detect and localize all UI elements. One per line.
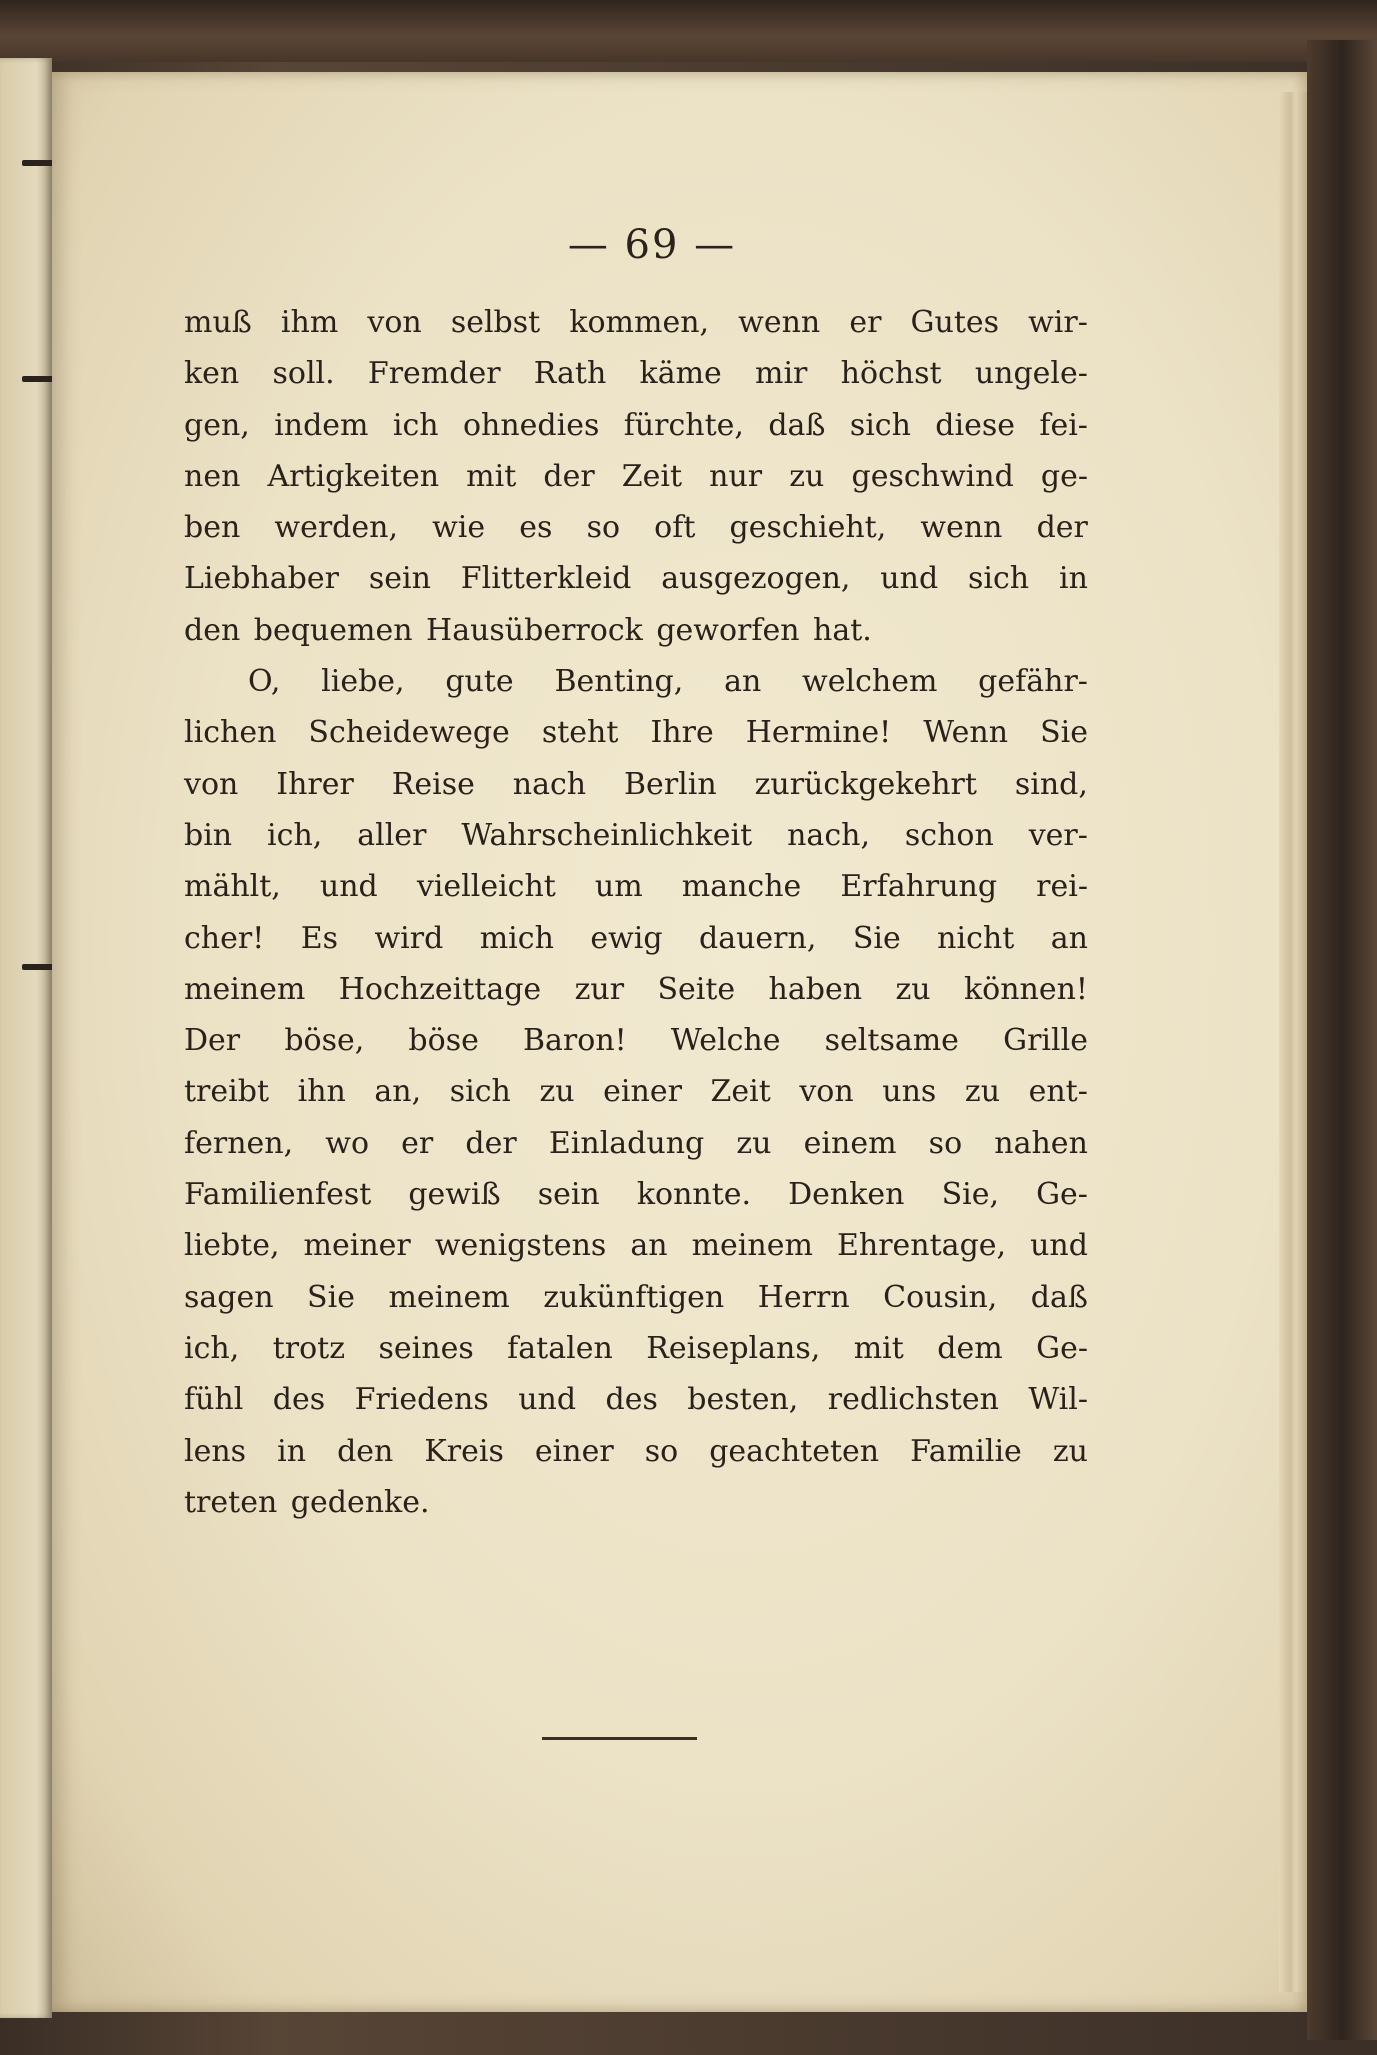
word: nur — [709, 458, 763, 494]
word: Wenn — [923, 715, 1009, 751]
word: er — [849, 305, 882, 340]
word: soll. — [272, 356, 335, 392]
word: Kreis — [424, 1433, 504, 1469]
word: zukünftigen — [543, 1279, 725, 1315]
word: Berlin — [624, 766, 717, 802]
word: liebte, — [184, 1228, 280, 1264]
word: Zeit — [710, 1074, 771, 1110]
word: wo — [325, 1125, 370, 1161]
word: trotz — [272, 1330, 346, 1366]
word: ich — [392, 407, 439, 443]
word: und — [880, 561, 939, 597]
word: mir — [755, 356, 808, 392]
word: höchst — [840, 356, 942, 392]
word: geschieht, — [729, 510, 887, 546]
word: Baron! — [523, 1023, 627, 1059]
word: Herrn — [757, 1279, 850, 1315]
word: mich — [479, 920, 554, 956]
word: sein — [537, 1177, 600, 1213]
word: bequemen — [253, 612, 413, 648]
word: daß — [768, 407, 826, 443]
word: manche — [681, 869, 802, 905]
word: Artigkeiten — [267, 458, 440, 494]
word: Familienfest — [184, 1177, 372, 1213]
word: gute — [445, 664, 514, 700]
word: Ehrentage, — [836, 1228, 1007, 1264]
word: an — [1050, 920, 1088, 956]
word: Sie, — [941, 1177, 1000, 1213]
word: können! — [963, 971, 1088, 1007]
word: liebe, — [321, 664, 405, 700]
word: so — [928, 1125, 963, 1161]
word: zurückgekehrt — [754, 766, 977, 802]
book-cover-top — [0, 0, 1377, 62]
word: ent- — [1028, 1074, 1088, 1110]
word: und — [1030, 1228, 1088, 1264]
word: muß — [184, 305, 252, 340]
text-line — [184, 861, 1088, 912]
word: sich — [849, 407, 911, 443]
word: käme — [639, 356, 722, 392]
word: Ihrer — [276, 766, 354, 802]
book-spine-right — [1307, 40, 1377, 2040]
word: zu — [1052, 1433, 1088, 1469]
word: rei- — [1036, 869, 1088, 905]
word: Einladung — [548, 1125, 705, 1161]
word: geschwind — [851, 458, 1014, 494]
word: Rath — [533, 356, 607, 392]
text-line — [184, 1169, 1088, 1220]
word: Fremder — [367, 356, 501, 392]
word: fernen, — [184, 1125, 294, 1161]
word: welchem — [802, 664, 938, 700]
word: meinem — [184, 971, 306, 1007]
word: der — [543, 458, 595, 494]
word: kommen, — [569, 305, 710, 340]
word: seltsame — [824, 1023, 959, 1059]
word: sich — [449, 1074, 511, 1110]
word: mit — [466, 458, 517, 494]
word: daß — [1030, 1279, 1088, 1315]
text-line — [184, 656, 1088, 707]
word: wird — [374, 920, 444, 956]
word: fürchte, — [623, 407, 744, 443]
word: indem — [274, 407, 369, 443]
word: Seite — [657, 971, 736, 1007]
word: geworfen — [656, 612, 800, 648]
word: wenigstens — [434, 1228, 607, 1264]
word: meiner — [303, 1228, 411, 1264]
word: wie — [432, 510, 486, 546]
word: Liebhaber — [184, 561, 339, 597]
text-line — [184, 1426, 1088, 1477]
word: zu — [895, 971, 931, 1007]
section-end-rule — [542, 1737, 697, 1740]
word: ich, — [267, 817, 323, 853]
word: ge- — [1040, 458, 1088, 494]
word: Friedens — [354, 1382, 489, 1418]
text-line — [184, 810, 1088, 861]
word: einer — [603, 1074, 682, 1110]
word: Wahrscheinlichkeit — [461, 817, 753, 853]
word: er — [401, 1125, 434, 1161]
text-line — [184, 1272, 1088, 1323]
word: nach, — [787, 817, 870, 853]
word: Sie — [1040, 715, 1088, 751]
word: konnte. — [636, 1177, 752, 1213]
word: lichen — [184, 715, 277, 751]
word: Familie — [910, 1433, 1022, 1469]
word: hat. — [813, 612, 872, 648]
word: mählt, — [184, 869, 281, 905]
word: so — [586, 510, 621, 546]
word: ich, — [184, 1330, 240, 1366]
word: lens — [184, 1433, 247, 1469]
word: Zeit — [621, 458, 683, 494]
facing-page-edge — [0, 58, 52, 2018]
text-line — [184, 605, 1088, 656]
word: ewig — [590, 920, 663, 956]
word: Cousin, — [883, 1279, 998, 1315]
text-line — [184, 297, 1088, 348]
word: dauern, — [699, 920, 817, 956]
word: von — [367, 305, 422, 340]
word: wenn — [738, 305, 821, 340]
text-line — [184, 964, 1088, 1015]
word: an — [724, 664, 762, 700]
word: böse — [408, 1023, 479, 1059]
word: diese — [935, 407, 1015, 443]
word: Welche — [670, 1023, 781, 1059]
word: treten — [184, 1484, 278, 1520]
word: vielleicht — [416, 869, 556, 905]
text-line — [184, 1066, 1088, 1117]
text-line — [184, 553, 1088, 604]
word: einem — [803, 1125, 897, 1161]
word: meinem — [691, 1228, 813, 1264]
word: zur — [574, 971, 625, 1007]
word: Es — [300, 920, 339, 956]
word: zu — [736, 1125, 772, 1161]
text-line — [184, 707, 1088, 758]
word: O, — [248, 664, 281, 700]
word: Ge- — [1036, 1330, 1088, 1366]
word: fei- — [1039, 407, 1088, 443]
word: nen — [184, 458, 241, 494]
word: Erfahrung — [840, 869, 998, 905]
word: nach — [512, 766, 587, 802]
word: Wil- — [1028, 1382, 1088, 1418]
word: böse, — [284, 1023, 365, 1059]
word: zu — [789, 458, 825, 494]
word: um — [594, 869, 643, 905]
word: Flitterkleid — [460, 561, 632, 597]
word: einer — [534, 1433, 614, 1469]
word: Gutes — [910, 305, 1000, 340]
text-line — [184, 502, 1088, 553]
word: ken — [184, 356, 240, 392]
word: Reiseplans, — [646, 1330, 821, 1366]
word: nicht — [937, 920, 1015, 956]
word: redlichsten — [827, 1382, 999, 1418]
word: sich — [968, 561, 1030, 597]
word: von — [799, 1074, 854, 1110]
word: ver- — [1028, 817, 1088, 853]
word: aller — [357, 817, 427, 853]
word: Denken — [788, 1177, 905, 1213]
word: an — [630, 1228, 668, 1264]
text-line — [184, 1220, 1088, 1271]
word: Grille — [1003, 1023, 1088, 1059]
word: haben — [768, 971, 863, 1007]
word: treibt — [184, 1074, 270, 1110]
word: in — [1059, 561, 1088, 597]
word: oft — [654, 510, 696, 546]
word: Ihre — [650, 715, 714, 751]
word: werden, — [274, 510, 398, 546]
text-line — [184, 1323, 1088, 1374]
word: Hochzeittage — [338, 971, 542, 1007]
word: Sie — [307, 1279, 355, 1315]
word: Reise — [391, 766, 475, 802]
word: ohnedies — [462, 407, 600, 443]
page-number: — 69 — — [567, 222, 737, 268]
word: cher! — [184, 920, 265, 956]
word: ungele- — [974, 356, 1088, 392]
word: steht — [541, 715, 619, 751]
word: zu — [964, 1074, 1001, 1110]
body-text — [184, 297, 1088, 1528]
word: den — [184, 612, 241, 648]
word: der — [1036, 510, 1088, 546]
word: Der — [184, 1023, 241, 1059]
word: seines — [378, 1330, 474, 1366]
word: uns — [882, 1074, 937, 1110]
word: Benting, — [554, 664, 684, 700]
word: gen, — [184, 407, 250, 443]
word: und — [319, 869, 378, 905]
word: selbst — [450, 305, 541, 340]
word: fühl — [184, 1382, 244, 1418]
word: dem — [937, 1330, 1003, 1366]
word: ausgezogen, — [661, 561, 851, 597]
word: des — [272, 1382, 326, 1418]
word: an, — [374, 1074, 422, 1110]
word: und — [518, 1382, 577, 1418]
text-line — [184, 1015, 1088, 1066]
text-line — [184, 400, 1088, 451]
word: sagen — [184, 1279, 274, 1315]
text-line — [184, 1477, 1088, 1528]
word: schon — [904, 817, 994, 853]
word: nahen — [994, 1125, 1088, 1161]
text-line — [184, 759, 1088, 810]
word: der — [465, 1125, 517, 1161]
word: gefähr- — [978, 664, 1088, 700]
word: ben — [184, 510, 241, 546]
word: gewiß — [408, 1177, 501, 1213]
word: so — [644, 1433, 679, 1469]
word: den — [337, 1433, 394, 1469]
word: es — [519, 510, 553, 546]
word: meinem — [388, 1279, 510, 1315]
word: Scheidewege — [308, 715, 510, 751]
word: von — [184, 766, 239, 802]
word: zu — [539, 1074, 575, 1110]
word: gedenke. — [290, 1484, 430, 1520]
word: Hermine! — [745, 715, 892, 751]
word: Sie — [852, 920, 901, 956]
word: bin — [184, 817, 233, 853]
text-line — [184, 913, 1088, 964]
text-line — [184, 451, 1088, 502]
word: geachteten — [709, 1433, 880, 1469]
text-line — [184, 348, 1088, 399]
word: ihm — [280, 305, 339, 340]
word: wir- — [1028, 305, 1088, 340]
word: in — [277, 1433, 307, 1469]
word: wenn — [920, 510, 1003, 546]
word: besten, — [687, 1382, 799, 1418]
word: ihn — [297, 1074, 346, 1110]
word: sind, — [1014, 766, 1088, 802]
word: sein — [368, 561, 431, 597]
word: Ge- — [1036, 1177, 1088, 1213]
word: fatalen — [507, 1330, 613, 1366]
text-line — [184, 1374, 1088, 1425]
word: Hausüberrock — [426, 612, 643, 648]
word: des — [605, 1382, 658, 1418]
text-line — [184, 1118, 1088, 1169]
book-page — [52, 72, 1307, 2012]
word: mit — [853, 1330, 904, 1366]
page-stack-edge — [1279, 92, 1307, 1992]
